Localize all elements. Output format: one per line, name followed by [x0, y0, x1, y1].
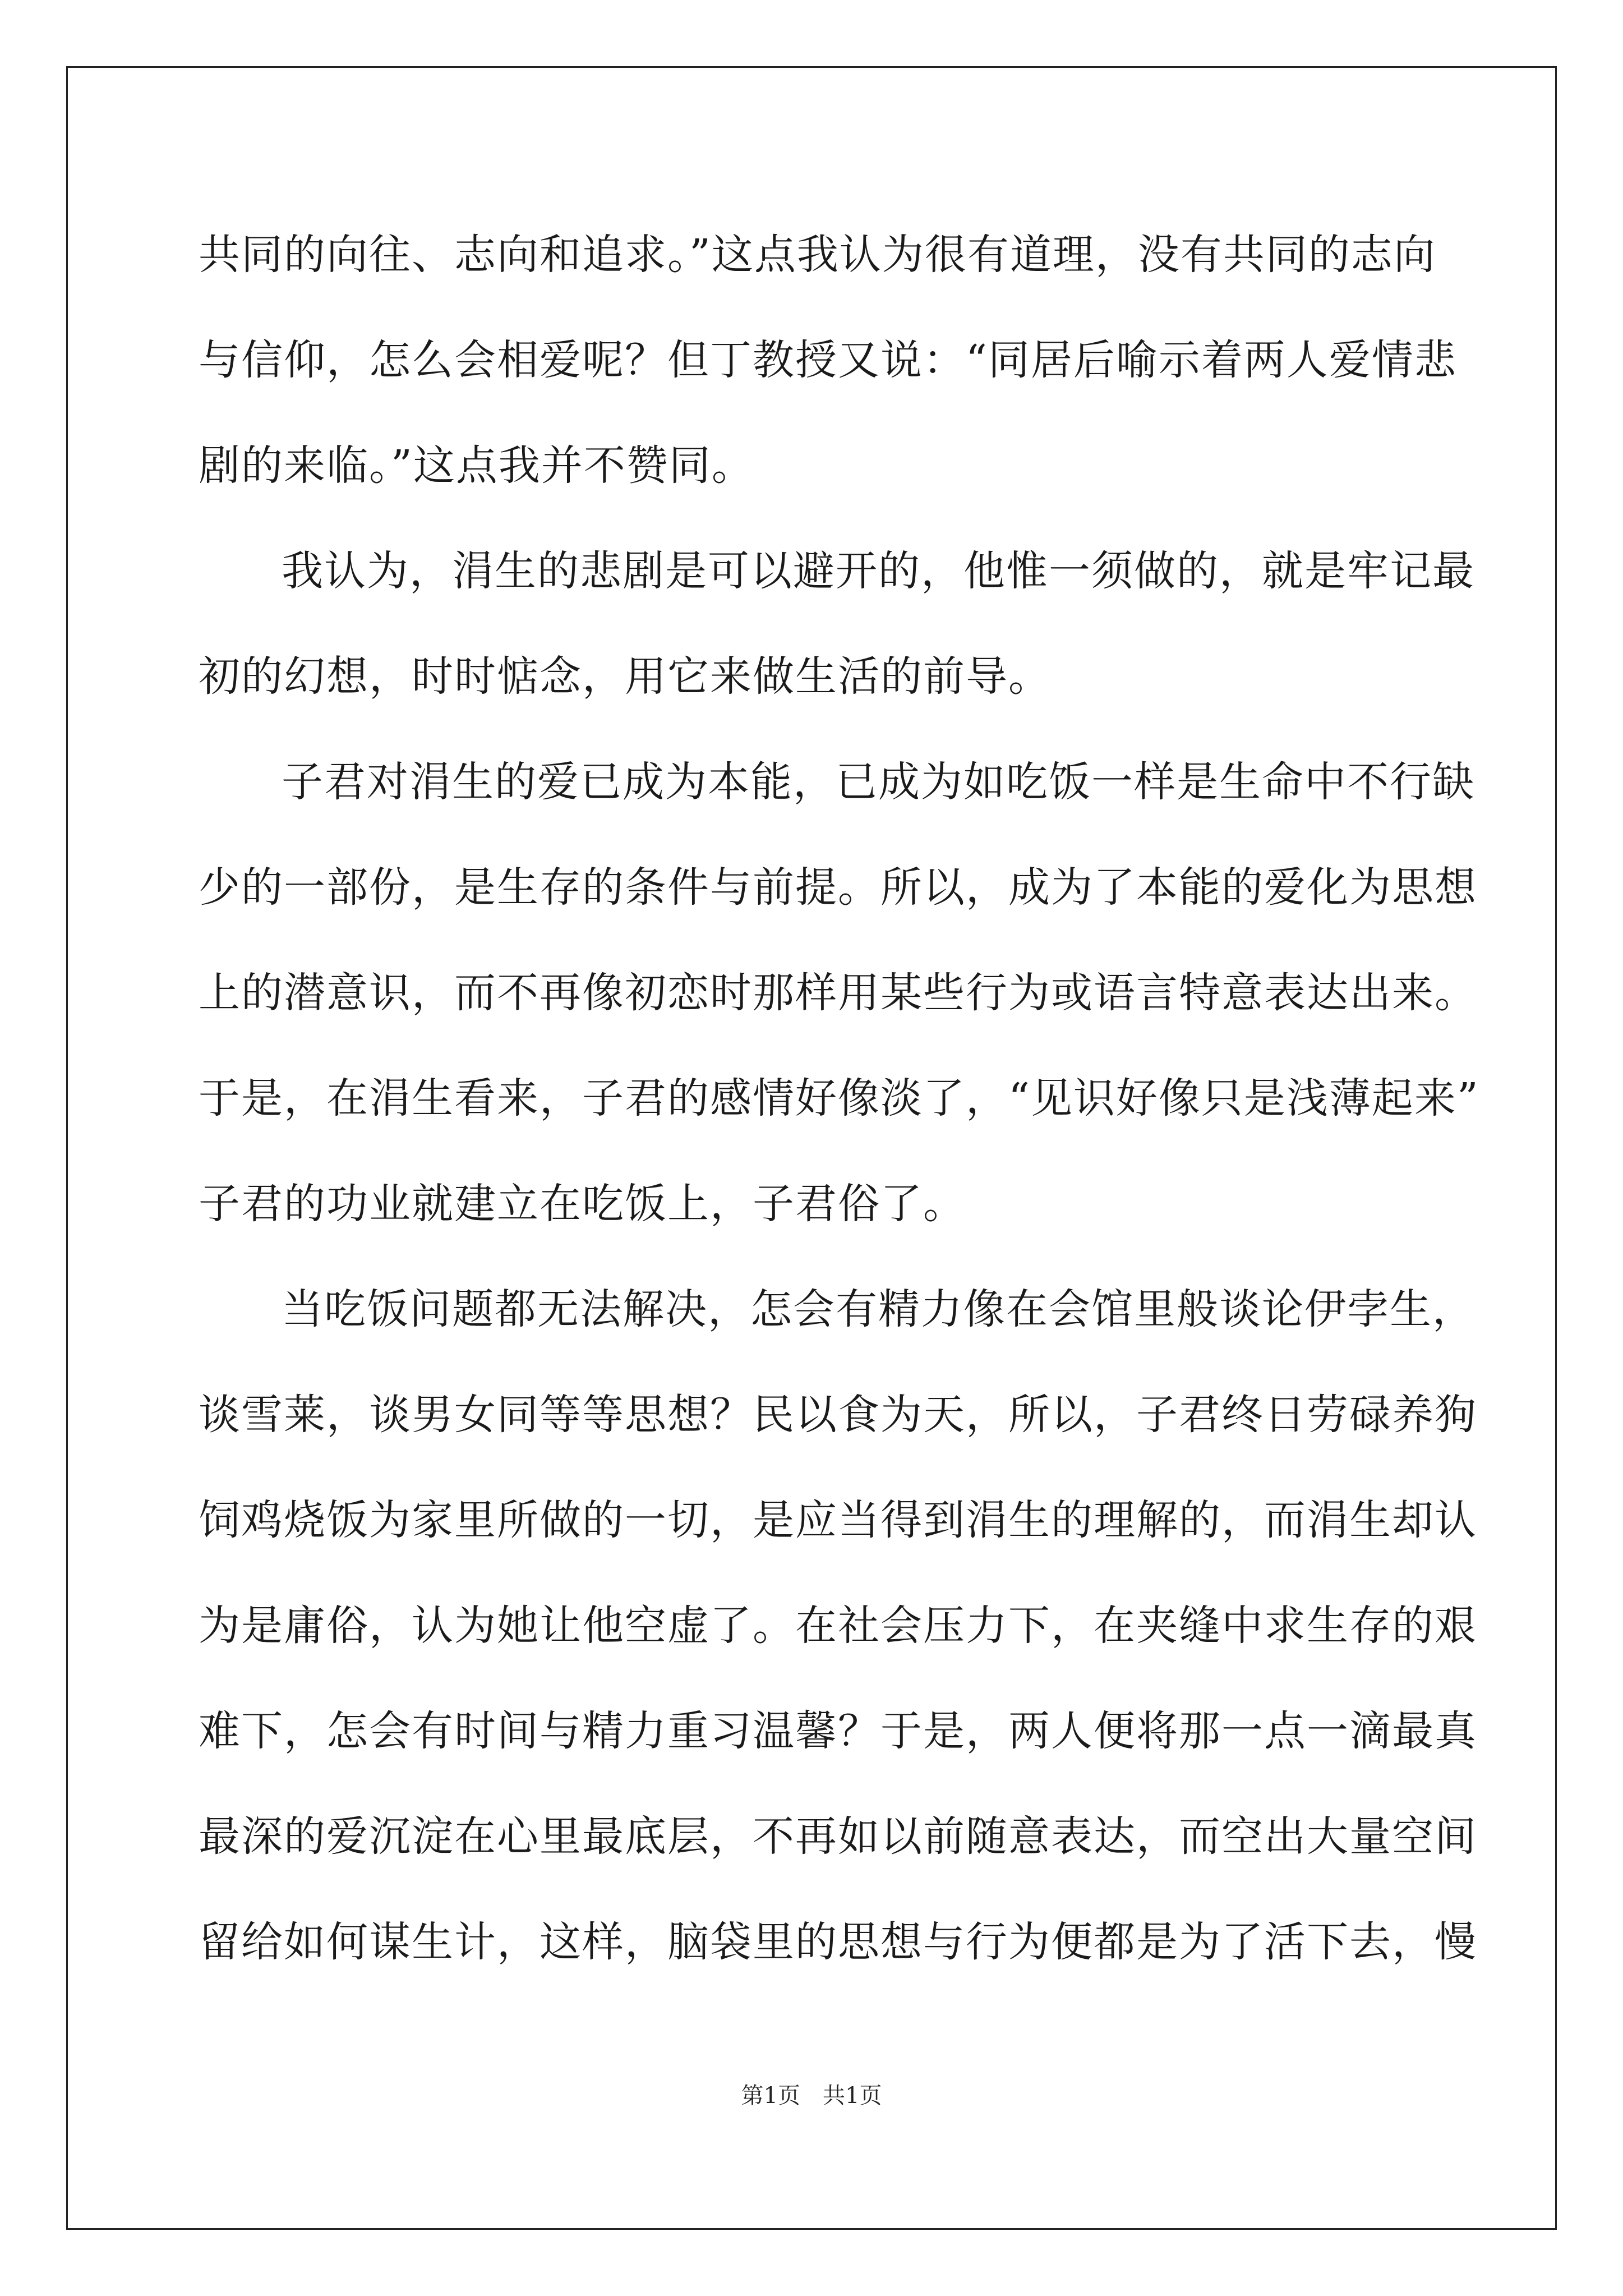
- text-line-6: 子君对涓生的爱已成为本能，已成为如吃饭一样是生命中不行缺: [282, 758, 1475, 806]
- text-line-16: 最深的爱沉淀在心里最底层，不再如以前随意表达，而空出大量空间: [199, 1812, 1477, 1861]
- text-line-12: 谈雪莱，谈男女同等等思想？民以食为天，所以，子君终日劳碌养狗: [199, 1391, 1477, 1439]
- text-line-1: 共同的向往、志向和追求。”这点我认为很有道理，没有共同的志向: [199, 231, 1436, 279]
- text-line-15: 难下，怎会有时间与精力重习温馨？于是，两人便将那一点一滴最真: [199, 1707, 1477, 1755]
- text-line-9: 于是，在涓生看来，子君的感情好像淡了，“见识好像只是浅薄起来”: [199, 1074, 1479, 1122]
- document-body: [199, 202, 1479, 1995]
- text-line-7: 少的一部份，是生存的条件与前提。所以，成为了本能的爱化为思想: [199, 863, 1477, 912]
- text-line-8: 上的潜意识，而不再像初恋时那样用某些行为或语言特意表达出来。: [199, 969, 1477, 1017]
- text-line-4: 我认为，涓生的悲剧是可以避开的，他惟一须做的，就是牢记最: [282, 547, 1475, 595]
- text-line-14: 为是庸俗，认为她让他空虚了。在社会压力下，在夹缝中求生存的艰: [199, 1602, 1477, 1650]
- text-line-11: 当吃饭问题都无法解决，怎会有精力像在会馆里般谈论伊孛生，: [282, 1285, 1475, 1333]
- text-line-3: 剧的来临。”这点我并不赞同。: [199, 441, 754, 490]
- text-line-5: 初的幻想，时时惦念，用它来做生活的前导。: [199, 652, 1051, 701]
- text-line-13: 饲鸡烧饭为家里所做的一切，是应当得到涓生的理解的，而涓生却认: [199, 1496, 1477, 1544]
- page-number-footer: 第1页 共1页: [741, 2083, 882, 2109]
- text-line-10: 子君的功业就建立在吃饭上，子君俗了。: [199, 1180, 966, 1228]
- text-line-17: 留给如何谋生计，这样，脑袋里的思想与行为便都是为了活下去，慢: [199, 1918, 1477, 1966]
- text-line-2: 与信仰，怎么会相爱呢？但丁教授又说：“同居后喻示着两人爱情悲: [199, 336, 1457, 384]
